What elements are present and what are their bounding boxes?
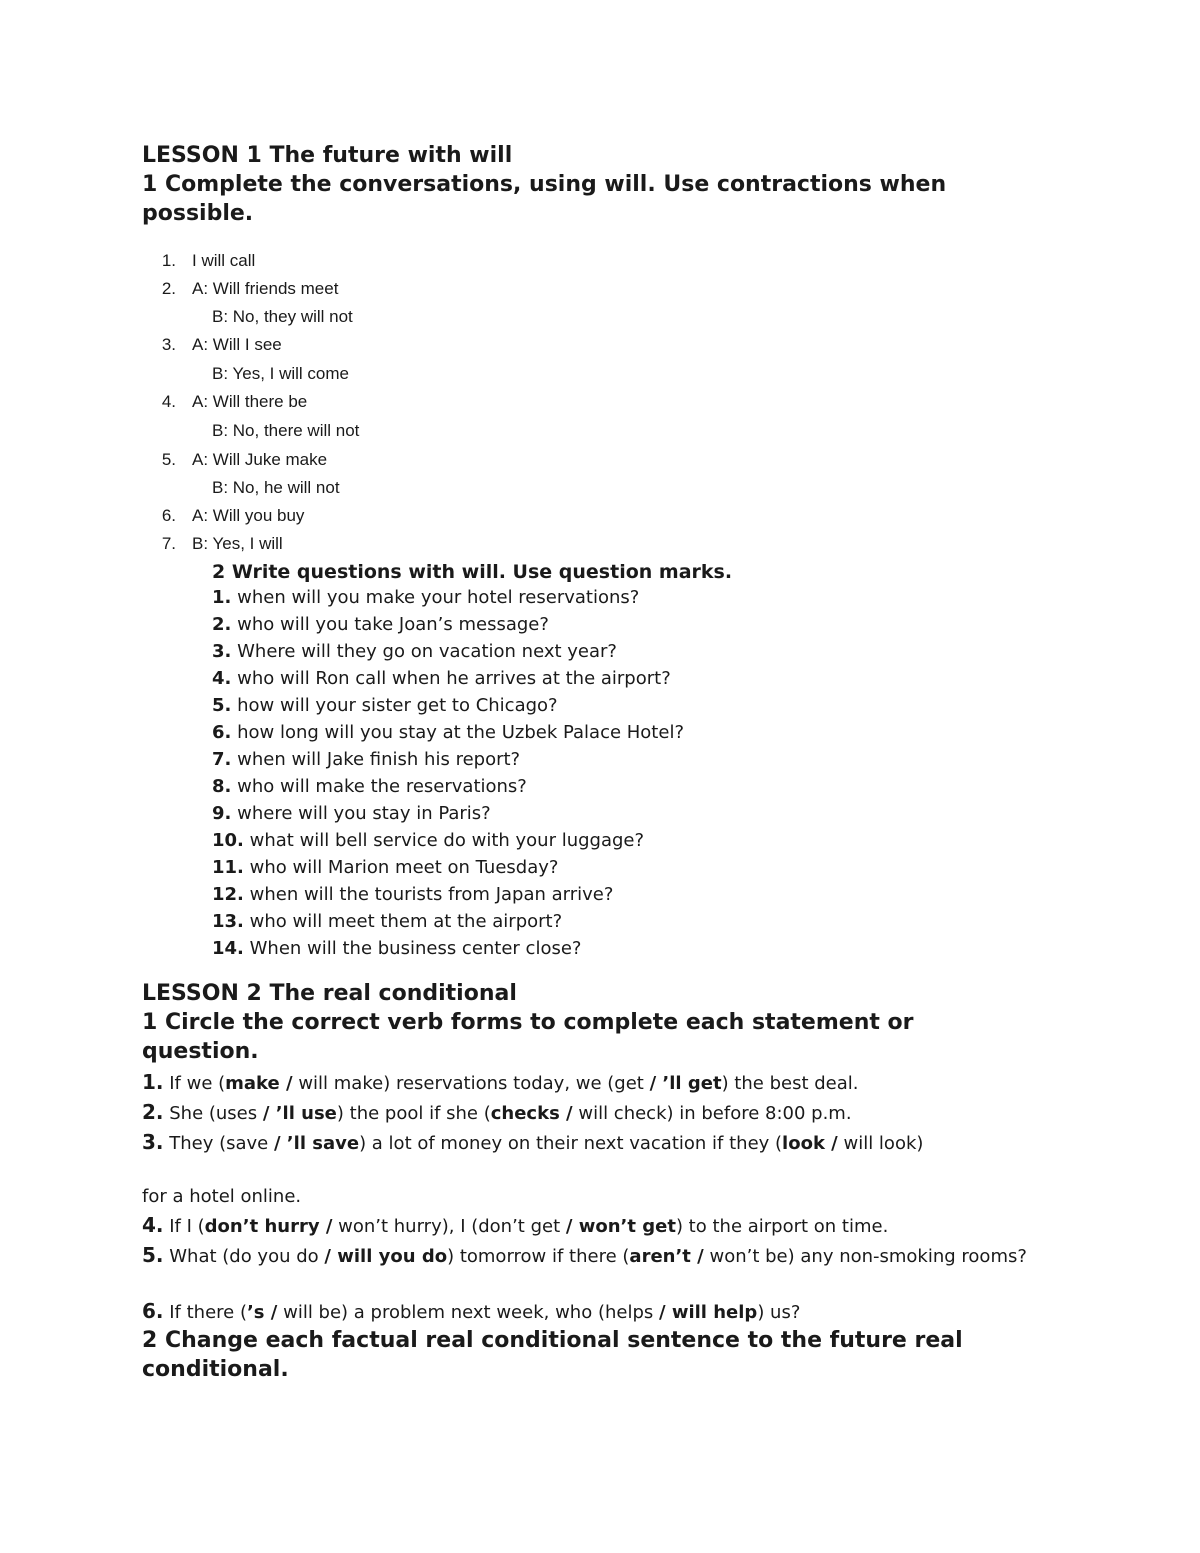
sentence-item [142, 1211, 1042, 1241]
question-text: who will meet them at the airport? [249, 911, 563, 932]
item-number: 3. [161, 335, 176, 354]
question-item [212, 776, 527, 798]
sentence-text: She (uses [163, 1103, 263, 1124]
item-text: A: Will you buy [192, 506, 305, 525]
item-answer-b: B: No, he will not [212, 478, 340, 497]
question-number: 1. [212, 587, 232, 608]
question-item [212, 614, 549, 636]
sentence-text: If there ( [163, 1302, 247, 1323]
sentence-text: If we ( [163, 1073, 226, 1094]
item-number: 5. [161, 450, 176, 469]
selected-option: / ’ll save [273, 1133, 360, 1154]
list-item [156, 392, 456, 412]
question-number: 13. [212, 911, 244, 932]
sentence-text: will make) reservations today, we (get [292, 1073, 650, 1094]
item-answer-b: B: No, they will not [212, 307, 353, 326]
question-item [212, 587, 639, 609]
question-item [212, 722, 684, 744]
sentence-text: ) the pool if she ( [336, 1103, 491, 1124]
sentence-number: 2. [142, 1100, 164, 1124]
question-text: When will the business center close? [249, 938, 582, 959]
question-number: 10. [212, 830, 244, 851]
selected-option: checks / [490, 1103, 573, 1124]
question-number: 4. [212, 668, 232, 689]
question-text: when will the tourists from Japan arrive? [249, 884, 614, 905]
question-number: 9. [212, 803, 232, 824]
list-item [156, 450, 456, 470]
sentence-text: will be) a problem next week, who (helps [277, 1302, 659, 1323]
selected-option: ’s / [246, 1302, 278, 1323]
sentence-item [142, 1297, 1042, 1327]
selected-option: / ’ll get [649, 1073, 722, 1094]
sentence-item [142, 1241, 1042, 1271]
lesson2-title: LESSON 2 The real conditional [142, 981, 517, 1006]
lesson2-exercise2-title: 2 Change each factual real conditional sentence to the future real conditional. [142, 1328, 963, 1382]
list-item [156, 335, 456, 355]
question-number: 12. [212, 884, 244, 905]
sentence-text: ) us? [757, 1302, 801, 1323]
question-text: who will Marion meet on Tuesday? [249, 857, 559, 878]
question-text: how long will you stay at the Uzbek Palace Hotel? [237, 722, 684, 743]
sentence-text: ) the best deal. [721, 1073, 859, 1094]
item-number: 4. [161, 392, 176, 411]
list-item [156, 251, 456, 271]
question-number: 8. [212, 776, 232, 797]
question-item [212, 857, 558, 879]
item-number: 6. [161, 506, 176, 525]
question-text: who will you take Joan’s message? [237, 614, 549, 635]
sentence-text: ) a lot of money on their next vacation if they ( [359, 1133, 783, 1154]
question-text: how will your sister get to Chicago? [237, 695, 558, 716]
selected-option: / will you do [324, 1246, 448, 1267]
selected-option: don’t hurry / [204, 1216, 333, 1237]
question-item [212, 695, 558, 717]
question-item [212, 884, 613, 906]
item-number: 7. [161, 534, 176, 553]
question-item [212, 803, 491, 825]
sentence-text: What (do you do [163, 1246, 325, 1267]
item-text: A: Will there be [192, 392, 308, 411]
question-item [212, 668, 671, 690]
sentence-text: ) to the airport on time. [675, 1216, 889, 1237]
sentence-text: They (save [163, 1133, 274, 1154]
item-text: A: Will I see [192, 335, 282, 354]
item-number: 2. [161, 279, 176, 298]
question-number: 14. [212, 938, 244, 959]
item-answer-b: B: No, there will not [212, 421, 360, 440]
item-answer-b: B: Yes, I will come [212, 364, 350, 383]
sentence-text: won’t hurry), I (don’t get [332, 1216, 566, 1237]
sentence-number: 3. [142, 1130, 164, 1154]
sentence-text: ) tomorrow if there ( [447, 1246, 630, 1267]
question-text: when will you make your hotel reservations? [237, 587, 640, 608]
lesson1-title: LESSON 1 The future with will [142, 143, 513, 168]
sentence-item [142, 1128, 1042, 1158]
list-item [156, 534, 456, 554]
question-number: 5. [212, 695, 232, 716]
lesson1-exercise2-title: 2 Write questions with will. Use question marks. [212, 561, 733, 583]
question-text: who will make the reservations? [237, 776, 527, 797]
item-text: I will call [192, 251, 256, 270]
question-item [212, 641, 617, 663]
selected-option: aren’t / [629, 1246, 704, 1267]
lesson2-exercise1-title: 1 Circle the correct verb forms to complete each statement or question. [142, 1010, 914, 1064]
question-text: when will Jake finish his report? [237, 749, 521, 770]
question-number: 7. [212, 749, 232, 770]
sentence-number: 6. [142, 1299, 164, 1323]
selected-option: make / [225, 1073, 293, 1094]
question-item [212, 749, 520, 771]
sentence-text: will look) [837, 1133, 924, 1154]
selected-option: / won’t get [565, 1216, 676, 1237]
sentence-number: 1. [142, 1070, 164, 1094]
selected-option: / will help [658, 1302, 758, 1323]
sentence-text: If I ( [163, 1216, 205, 1237]
selected-option: look / [782, 1133, 838, 1154]
list-item [156, 279, 456, 299]
question-item [212, 911, 562, 933]
question-text: what will bell service do with your luggage? [249, 830, 645, 851]
sentence-text: will check) in before 8:00 p.m. [572, 1103, 852, 1124]
sentence-item [142, 1098, 1042, 1128]
question-text: where will you stay in Paris? [237, 803, 491, 824]
item-text: B: Yes, I will [192, 534, 283, 553]
question-item [212, 830, 644, 852]
selected-option: / ’ll use [262, 1103, 337, 1124]
list-item [156, 506, 456, 526]
sentence-number: 5. [142, 1243, 164, 1267]
sentence-number: 4. [142, 1213, 164, 1237]
question-text: Where will they go on vacation next year? [237, 641, 617, 662]
item-text: A: Will friends meet [192, 279, 339, 298]
item-text: A: Will Juke make [192, 450, 328, 469]
question-number: 2. [212, 614, 232, 635]
question-item [212, 938, 581, 960]
item-number: 1. [161, 251, 176, 270]
question-text: who will Ron call when he arrives at the airport? [237, 668, 671, 689]
question-number: 6. [212, 722, 232, 743]
sentence-text: won’t be) any non-smoking rooms? [703, 1246, 1027, 1267]
lesson1-exercise1-title: 1 Complete the conversations, using will. Use contractions when possible. [142, 172, 947, 226]
sentence-item [142, 1068, 1042, 1098]
question-number: 11. [212, 857, 244, 878]
sentence-continuation: for a hotel online. [142, 1186, 302, 1207]
question-number: 3. [212, 641, 232, 662]
